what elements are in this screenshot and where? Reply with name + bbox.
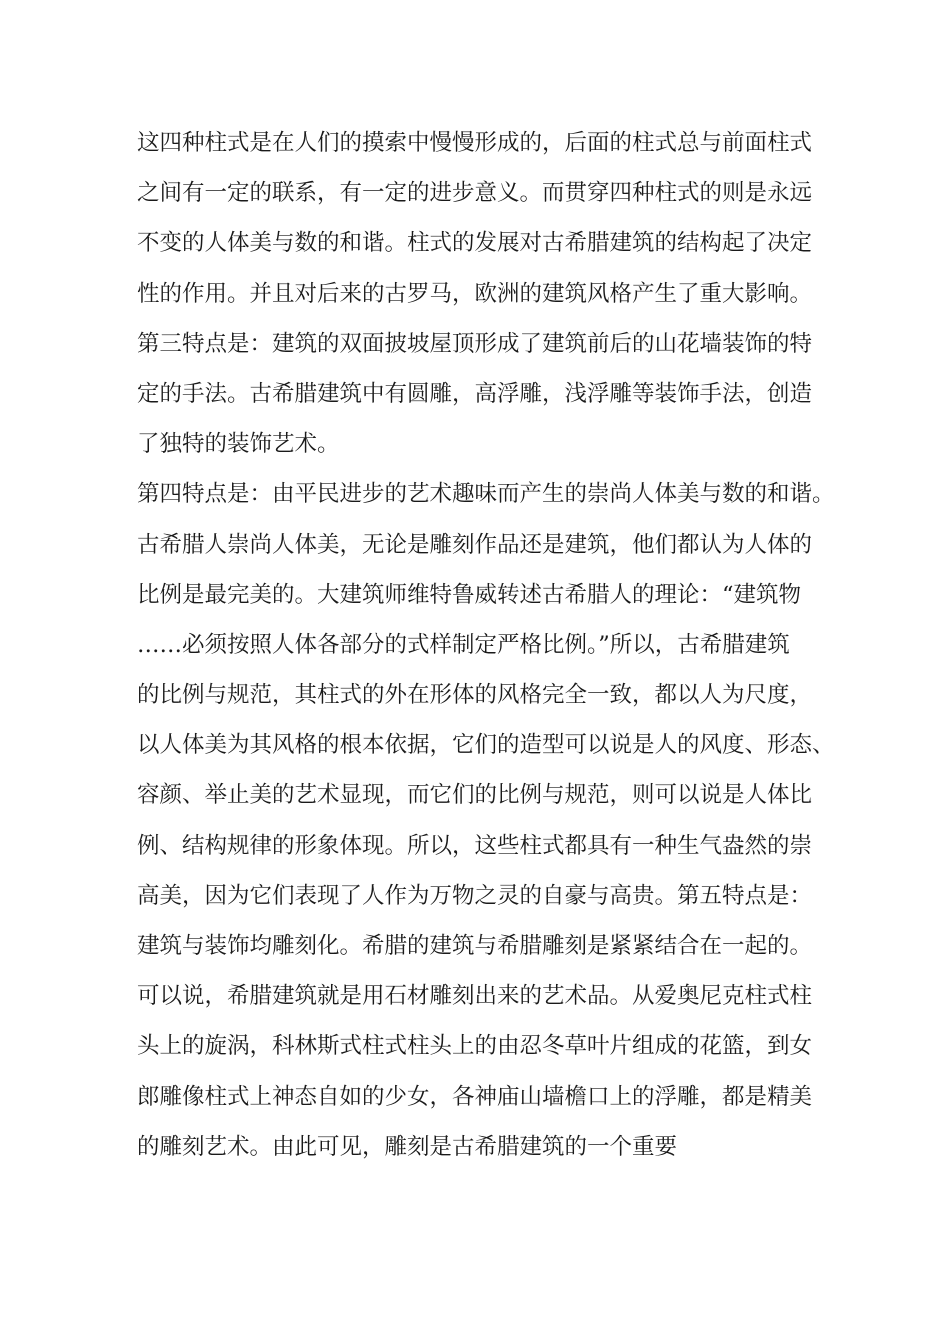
text-line: 以人体美为其风格的根本依据，它们的造型可以说是人的风度、形态、 [137,732,835,759]
text-line: 建筑与装饰均雕刻化。希腊的建筑与希腊雕刻是紧紧结合在一起的。 [137,933,813,959]
text-line: 高美，因为它们表现了人作为万物之灵的自豪与高贵。第五特点是： [137,882,813,909]
text-line: 性的作用。并且对后来的古罗马，欧洲的建筑风格产生了重大影响。 [137,280,813,307]
text-line: 例、结构规律的形象体现。所以，这些柱式都具有一种生气盎然的崇 [137,832,813,859]
body-text [137,118,837,1172]
text-line: ……必须按照人体各部分的式样制定严格比例。”所以，古希腊建筑 [137,631,790,658]
text-line: 郎雕像柱式上神态自如的少女，各神庙山墙檐口上的浮雕，都是精美 [137,1083,813,1110]
text-line: 了独特的装饰艺术。 [137,431,340,458]
text-line: 这四种柱式是在人们的摸索中慢慢形成的，后面的柱式总与前面柱式 [137,130,813,156]
text-line: 定的手法。古希腊建筑中有圆雕，高浮雕，浅浮雕等装饰手法，创造 [137,380,813,407]
text-line: 之间有一定的联系，有一定的进步意义。而贯穿四种柱式的则是永远 [137,180,813,207]
text-line: 可以说，希腊建筑就是用石材雕刻出来的艺术品。从爱奥尼克柱式柱 [137,983,813,1010]
text-line: 的雕刻艺术。由此可见，雕刻是古希腊建筑的一个重要 [137,1133,678,1160]
text-line: 的比例与规范，其柱式的外在形体的风格完全一致，都以人为尺度， [137,682,813,709]
text-line: 容颜、举止美的艺术显现，而它们的比例与规范，则可以说是人体比 [137,782,813,809]
text-line: 古希腊人崇尚人体美，无论是雕刻作品还是建筑，他们都认为人体的 [137,531,813,558]
text-line: 头上的旋涡，科林斯式柱式柱头上的由忍冬草叶片组成的花篮，到女 [137,1033,813,1060]
text-line: 第三特点是：建筑的双面披坡屋顶形成了建筑前后的山花墙装饰的特 [137,330,813,357]
text-line: 比例是最完美的。大建筑师维特鲁威转述古希腊人的理论：“建筑物 [137,581,802,608]
text-line: 第四特点是：由平民进步的艺术趣味而产生的崇尚人体美与数的和谐。 [137,481,835,508]
text-line: 不变的人体美与数的和谐。柱式的发展对古希腊建筑的结构起了决定 [137,230,813,257]
